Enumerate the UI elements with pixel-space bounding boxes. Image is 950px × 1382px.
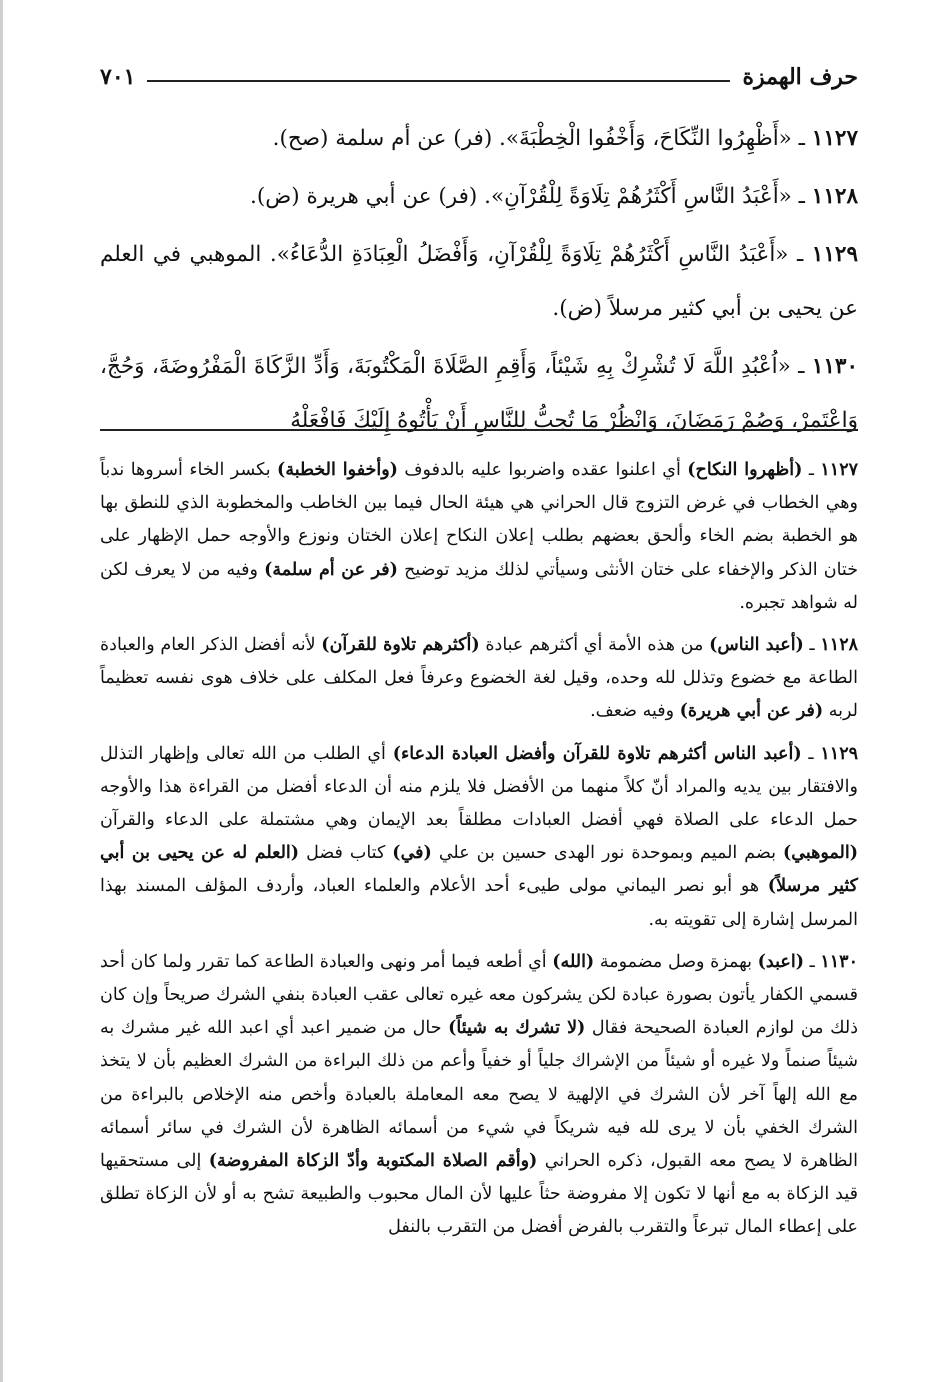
hadith-number: ١١٢٧ [811, 126, 858, 151]
hadith-number: ١١٣٠ [811, 354, 859, 379]
quoted-phrase: (في) [392, 843, 432, 864]
commentary-text: بكسر الخاء أسروها ندباً وهي الخطاب في غرض التزوج قال الحراني هي هيئة الحال فيما بين الخاطب والمخطوبة الذي للنطق بها هو الخطبة بضم الخاء وألحق بعضهم بطلب إعلان النكاح إعلان الختان ونوزع والأوجه حمل الإظهار على ختان الذكر والإخفاء على ختان الأنثى وسيأتي لذلك مزيد توضيح [100, 460, 859, 580]
hadith-text: «اُعْبُدِ اللَّهَ لَا تُشْرِكْ بِهِ شَيْئاً، وَأَقِمِ الصَّلَاةَ الْمَكْتُوبَةَ، وَأَدِّ الزَّكَاةَ الْمَفْرُوضَةَ، وَحُجَّ، وَاعْتَمِرْ، وَصُمْ رَمَضَانَ، وَانْظُرْ مَا تُحِبُّ لِلنَّاسِ أَنْ يَأْتُوهُ إِلَيْكَ فَافْعَلْهُ [100, 354, 858, 433]
source-citation: (الموهبي) [783, 843, 859, 864]
quoted-phrase: (العلم له عن يحيى بن أبي كثير مرسلاً) [100, 843, 858, 897]
commentary-text: هو أبو نصر اليماني مولى طيىء أحد الأعلام والعلماء العباد، وأردف المؤلف المسند بهذا المرسل إشارة إلى تقويته به. [100, 876, 858, 930]
quoted-phrase: (أظهروا النكاح) [687, 460, 803, 480]
commentary-section [100, 454, 858, 1254]
quoted-phrase: (أكثرهم تلاوة للقرآن) [321, 635, 480, 656]
chapter-title: حرف الهمزة [742, 64, 858, 90]
hadith-entry: ١١٢٨ ـ «أَعْبَدُ النَّاسِ أَكْثَرُهُمْ تِلَاوَةً لِلْقُرْآنِ». (فر) عن أبي هريرة (ض). [250, 184, 858, 209]
commentary-number: ١١٣٠ [820, 951, 858, 972]
hadith-entry: ١١٣٠ ـ «اُعْبُدِ اللَّهَ لَا تُشْرِكْ بِهِ شَيْئاً، وَأَقِمِ الصَّلَاةَ الْمَكْتُوبَةَ، وَأَدِّ الزَّكَاةَ الْمَفْرُوضَةَ، وَحُجَّ، وَاعْتَمِرْ، وَصُمْ رَمَضَانَ، وَانْظُرْ مَا تُحِبُّ لِلنَّاسِ أَنْ يَأْتُوهُ إِلَيْكَ فَافْعَلْهُ [100, 354, 859, 433]
quoted-phrase: (وأقم الصلاة المكتوبة وأدّ الزكاة المفروضة) [208, 1151, 538, 1172]
commentary-text: إلى مستحقيها قيد الزكاة به مع أنها لا تكون إلا مفروضة حثاً عليها لأن المال محبوب والطبيعة تشح به أو لأن الزكاة تطلق على إعطاء المال تبرعاً والتقرب بالفرض أفضل من التقرب بالنفل [100, 1151, 858, 1238]
commentary-number: ١١٢٧ [820, 460, 858, 480]
hadith-number: ١١٢٩ [811, 242, 858, 267]
commentary-text: لأنه أفضل الذكر العام والعبادة الطاعة مع خضوع وتذلل لله وحده، وقيل لغة الخضوع وعرفاً فعل المكلف على خلاف هوى نفسه تعظيماً لربه [100, 635, 858, 722]
commentary-entry: ١١٢٨ ـ (أعبد الناس) من هذه الأمة أي أكثرهم عبادة (أكثرهم تلاوة للقرآن) لأنه أفضل الذكر العام والعبادة الطاعة مع خضوع وتذلل لله وحده، وقيل لغة الخضوع وعرفاً فعل المكلف على خلاف هوى نفسه تعظيماً لربه (فر عن أبي هريرة) وفيه ضعف. [100, 635, 859, 722]
quoted-phrase: (اعبد) [757, 951, 804, 972]
quoted-phrase: (وأخفوا الخطبة) [277, 460, 398, 480]
hadith-text: «أَعْبَدُ النَّاسِ أَكْثَرُهُمْ تِلَاوَةً لِلْقُرْآنِ، وَأَفْضَلُ الْعِبَادَةِ الدُّعَاءُ». الموهبي في العلم عن يحيى بن أبي كثير مرسلاً (ض). [100, 242, 858, 321]
source-citation: (فر عن أبي هريرة) [679, 701, 824, 722]
quoted-phrase: (أعبد الناس أكثرهم تلاوة للقرآن وأفضل العبادة الدعاء) [392, 743, 802, 764]
commentary-text: بهمزة وصل مضمومة [594, 951, 758, 972]
source-citation: (فر عن أم سلمة) [264, 559, 398, 580]
commentary-text: بضم الميم وبموحدة نور الهدى حسين بن علي [431, 843, 783, 864]
quoted-phrase: (أعبد الناس) [709, 635, 804, 656]
quoted-phrase: (الله) [552, 951, 595, 972]
commentary-text: أي اعلنوا عقده واضربوا عليه بالدفوف [397, 460, 688, 480]
hadith-entry: ١١٢٧ ـ «أَظْهِرُوا النِّكَاحَ، وَأَخْفُوا الْخِطْبَةَ». (فر) عن أم سلمة (صح). [272, 126, 858, 151]
commentary-text: أي أطعه فيما أمر ونهى والعبادة الطاعة كما تقرر ولما كان أحد قسمي الكفار يأتون بصورة عبادة لكن يشركون معه غيره تعالى عقب العبادة بنفي الشرك صريحاً وإن كان ذلك من لوازم العبادة الصحيحة فقال [100, 951, 858, 1039]
page-number: ٧٠١ [100, 64, 136, 90]
commentary-number: ١١٢٩ [820, 743, 858, 764]
commentary-text: أي الطلب من الله تعالى وإظهار التذلل والافتقار بين يديه والمراد أنّ كلاً منهما من الأفضل فلا يلزم منه أن الدعاء أفضل من القراءة هذا والأوجه حمل الدعاء على الصلاة فهي أفضل العبادات مطلقاً بعد الإيمان وهي مشتملة على الدعاء والقرآن [100, 743, 858, 831]
hadith-entry: ١١٢٩ ـ «أَعْبَدُ النَّاسِ أَكْثَرُهُمْ تِلَاوَةً لِلْقُرْآنِ، وَأَفْضَلُ الْعِبَادَةِ الدُّعَاءُ». الموهبي في العلم عن يحيى بن أبي كثير مرسلاً (ض). [100, 242, 858, 321]
section-divider [100, 429, 858, 431]
commentary-text: حال من ضمير اعبد أي اعبد الله غير مشرك به شيئاً صنماً ولا غيره أو شيئاً من الإشراك جلياً أو خفياً وأعم من ذلك البراءة من الشرك العظيم بأن لا يتخذ مع الله إلهاً آخر لأن الشرك في الإلهية لا يصح معه المعاملة بالعبادة وأخص منه الإخلاص بالبراءة من الشرك الخفي بأن لا يرى لله فيه شريكاً في شيء من أسمائه الظاهرة لأن الشرك في سائر أسمائه الظاهرة لا يصح معه القبول، ذكره الحراني [100, 1018, 859, 1172]
hadith-text: «أَعْبَدُ النَّاسِ أَكْثَرُهُمْ تِلَاوَةً لِلْقُرْآنِ». (فر) عن أبي هريرة (ض). [250, 184, 792, 209]
commentary-text: كتاب فضل [299, 843, 393, 864]
quoted-phrase: (لا تشرك به شيئاً) [448, 1018, 586, 1039]
commentary-number: ١١٢٨ [820, 635, 859, 656]
commentary-entry: ١١٣٠ ـ (اعبد) بهمزة وصل مضمومة (الله) أي أطعه فيما أمر ونهى والعبادة الطاعة كما تقرر ولما كان أحد قسمي الكفار يأتون بصورة عبادة لكن يشركون معه غيره تعالى عقب العبادة بنفي الشرك صريحاً وإن كان ذلك من لوازم العبادة الصحيحة فقال (لا تشرك به شيئاً) حال من ضمير اعبد أي اعبد الله غير مشرك به شيئاً صنماً ولا غيره أو شيئاً من الإشراك جلياً أو خفياً وأعم من ذلك البراءة من الشرك العظيم بأن لا يتخذ مع الله إلهاً آخر لأن الشرك في الإلهية لا يصح معه المعاملة بالعبادة وأخص منه الإخلاص بالبراءة من الشرك الخفي بأن لا يرى لله فيه شريكاً في شيء من أسمائه الظاهرة لأن الشرك في سائر أسمائه الظاهرة لا يصح معه القبول، ذكره الحراني (وأقم الصلاة المكتوبة وأدّ الزكاة المفروضة) إلى مستحقيها قيد الزكاة به مع أنها لا تكون إلا مفروضة حثاً عليها لأن المال محبوب والطبيعة تشح به أو لأن الزكاة تطلق على إعطاء المال تبرعاً والتقرب بالفرض أفضل من التقرب بالنفل [100, 951, 859, 1238]
commentary-text: وفيه من لا يعرف لكن له شواهد تجبره. [100, 559, 858, 613]
commentary-entry: ١١٢٩ ـ (أعبد الناس أكثرهم تلاوة للقرآن وأفضل العبادة الدعاء) أي الطلب من الله تعالى وإظهار التذلل والافتقار بين يديه والمراد أنّ كلاً منهما من الأفضل فلا يلزم منه أن الدعاء أفضل من القراءة هذا والأوجه حمل الدعاء على الصلاة فهي أفضل العبادات مطلقاً بعد الإيمان وهي مشتملة على الدعاء والقرآن (الموهبي) بضم الميم وبموحدة نور الهدى حسين بن علي (في) كتاب فضل (العلم له عن يحيى بن أبي كثير مرسلاً) هو أبو نصر اليماني مولى طيىء أحد الأعلام والعلماء العباد، وأردف المؤلف المسند بهذا المرسل إشارة إلى تقويته به. [100, 743, 859, 930]
commentary-text: وفيه ضعف. [590, 701, 680, 722]
hadith-text-section [100, 112, 858, 452]
commentary-entry: ١١٢٧ ـ (أظهروا النكاح) أي اعلنوا عقده واضربوا عليه بالدفوف (وأخفوا الخطبة) بكسر الخاء أسروها ندباً وهي الخطاب في غرض التزوج قال الحراني هي هيئة الحال فيما بين الخاطب والمخطوبة الذي للنطق بها هو الخطبة بضم الخاء وألحق بعضهم بطلب إعلان النكاح إعلان الختان ونوزع والأوجه حمل الإظهار على ختان الذكر والإخفاء على ختان الأنثى وسيأتي لذلك مزيد توضيح (فر عن أم سلمة) وفيه من لا يعرف لكن له شواهد تجبره. [100, 460, 859, 613]
header-rule [147, 80, 730, 82]
running-header [100, 60, 858, 94]
hadith-number: ١١٢٨ [811, 184, 858, 209]
hadith-text: «أَظْهِرُوا النِّكَاحَ، وَأَخْفُوا الْخِطْبَةَ». (فر) عن أم سلمة (صح). [272, 126, 792, 151]
commentary-text: من هذه الأمة أي أكثرهم عبادة [479, 635, 710, 656]
